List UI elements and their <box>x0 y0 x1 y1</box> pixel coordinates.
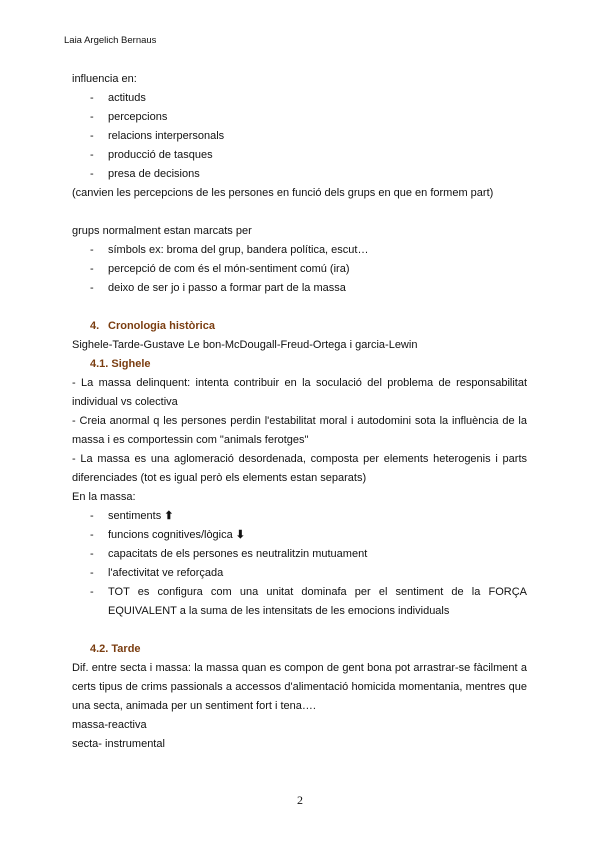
list-item <box>72 526 527 545</box>
list-item-text: producció de tasques <box>108 149 213 161</box>
list-dash: - <box>90 282 94 294</box>
influence-note: (canvien les percepcions de les persones en funció dels grups en que en formem part) <box>72 187 494 199</box>
sighele-paragraph-1: - La massa delinquent: intenta contribuir en la soculació del problema de responsabilitat individual vs colectiva <box>72 377 527 408</box>
list-item <box>72 507 527 526</box>
list-item-text: actituds <box>108 92 146 104</box>
list-dash: - <box>90 130 94 142</box>
list-item <box>72 241 527 260</box>
list-item <box>72 260 527 279</box>
sighele-paragraph-2: - Creia anormal q les persones perdin l'estabilitat moral i autodomini sota la influència de la massa i es comportessin com "animals ferotges" <box>72 415 527 446</box>
list-item-text: percepció de com és el món-sentiment comú (ira) <box>108 263 350 275</box>
list-item <box>72 583 527 621</box>
list-item-text: símbols ex: broma del grup, bandera política, escut… <box>108 244 369 256</box>
section-4-title: Cronologia històrica <box>108 320 215 332</box>
list-dash: - <box>90 529 94 541</box>
page-number: 2 <box>297 793 303 807</box>
list-dash: - <box>90 92 94 104</box>
list-item <box>72 127 527 146</box>
list-dash: - <box>90 149 94 161</box>
groups-list <box>72 241 527 298</box>
page-header-author: Laia Argelich Bernaus <box>64 35 157 46</box>
groups-intro: grups normalment estan marcats per <box>72 225 252 237</box>
list-dash: - <box>90 567 94 579</box>
list-item-text: presa de decisions <box>108 168 200 180</box>
section-4-1-heading: 4.1. Sighele <box>90 358 151 370</box>
influence-intro: influencia en: <box>72 73 137 85</box>
tarde-paragraph: Dif. entre secta i massa: la massa quan es compon de gent bona pot arrastrar-se fàcilment a certs tipus de crims passionals a accessos d'alimentació homicida momentania, mentres que una secta, animada per un sentiment fort i tena…. <box>72 662 527 712</box>
list-dash: - <box>90 263 94 275</box>
sighele-paragraph-3: - La massa es una aglomeració desordenada, composta per elements heterogenis i parts diferenciades (tot es igual però els elements estan separats) <box>72 453 527 484</box>
list-item <box>72 108 527 127</box>
list-dash: - <box>90 510 94 522</box>
list-dash: - <box>90 168 94 180</box>
list-item-text: sentiments <box>108 510 162 522</box>
in-mass-label: En la massa: <box>72 491 136 503</box>
list-item-text: percepcions <box>108 111 168 123</box>
section-4-number: 4. <box>90 320 100 332</box>
list-dash: - <box>90 586 94 598</box>
list-item <box>72 564 527 583</box>
influence-list <box>72 89 527 184</box>
list-item-text: l'afectivitat ve reforçada <box>108 567 224 579</box>
section-4-2-heading: 4.2. Tarde <box>90 643 141 655</box>
list-item <box>72 146 527 165</box>
tarde-line-secta: secta- instrumental <box>72 738 165 750</box>
list-item-text: relacions interpersonals <box>108 130 225 142</box>
mass-list <box>72 507 527 621</box>
list-item <box>72 89 527 108</box>
section-4-heading <box>72 317 527 336</box>
list-item <box>72 545 527 564</box>
arrow-up-icon: ⬆ <box>164 510 174 522</box>
section-4-authors: Sighele-Tarde-Gustave Le bon-McDougall-Freud-Ortega i garcia-Lewin <box>72 339 418 351</box>
list-item-text: TOT es configura com una unitat dominafa per el sentiment de la FORÇA EQUIVALENT a la suma de les intensitats de les emocions individuals <box>108 586 527 617</box>
list-item <box>72 165 527 184</box>
tarde-line-massa: massa-reactiva <box>72 719 147 731</box>
list-item-text: capacitats de els persones es neutralitzin mutuament <box>108 548 368 560</box>
list-dash: - <box>90 548 94 560</box>
list-item-text: funcions cognitives/lògica <box>108 529 233 541</box>
list-item <box>72 279 527 298</box>
list-item-text: deixo de ser jo i passo a formar part de la massa <box>108 282 346 294</box>
list-dash: - <box>90 111 94 123</box>
document-body <box>72 70 527 754</box>
arrow-down-icon: ⬇ <box>235 529 245 541</box>
list-dash: - <box>90 244 94 256</box>
